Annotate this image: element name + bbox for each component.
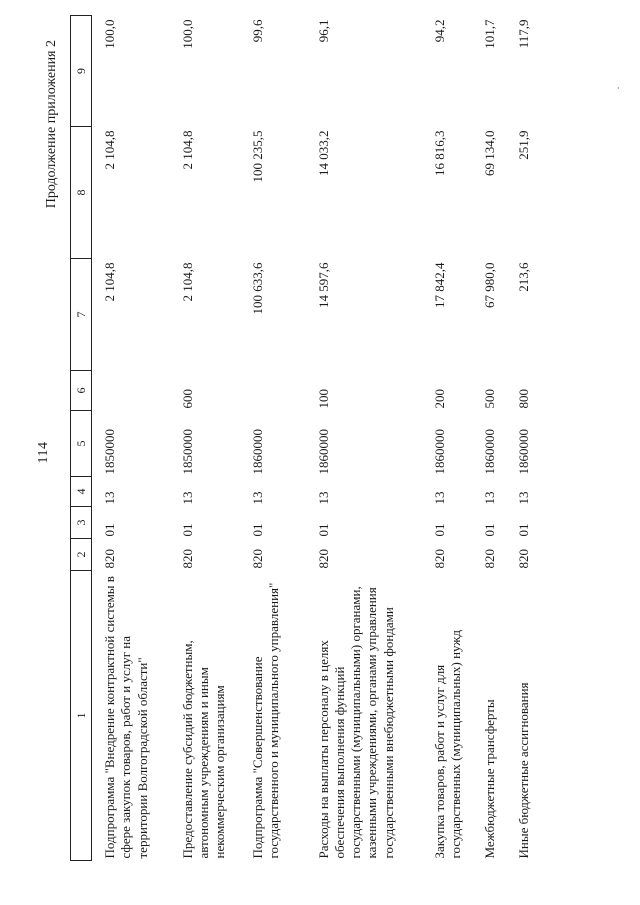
table-row bbox=[426, 16, 476, 861]
code-target: 1860000 bbox=[249, 429, 265, 475]
code-section: 01 bbox=[431, 523, 447, 537]
code-target: 1850000 bbox=[102, 429, 117, 475]
code-section: 01 bbox=[481, 523, 497, 537]
planned-amount: 14 597,6 bbox=[315, 262, 331, 308]
row-name: Подпрограмма "Совершенствование государственного и муниципального управления" bbox=[249, 582, 281, 859]
row-name: Расходы на выплаты персоналу в целях обеспечения выполнения функций государственными (муниципальными) органами, казенными учреждениями, органами управления государственными внебюджетными фондами bbox=[315, 586, 396, 859]
actual-amount: 2 104,8 bbox=[179, 130, 195, 170]
code-target: 1860000 bbox=[315, 429, 331, 475]
code-subsection: 13 bbox=[515, 491, 531, 505]
code-expense-type bbox=[244, 371, 310, 411]
code-ministry: 820 bbox=[249, 549, 265, 569]
planned-amount: 213,6 bbox=[515, 262, 531, 292]
code-subsection: 13 bbox=[179, 491, 195, 505]
code-expense-type: 200 bbox=[431, 389, 447, 409]
table-row bbox=[310, 16, 426, 861]
code-target: 1860000 bbox=[515, 429, 531, 475]
col-header-1: 1 bbox=[71, 571, 92, 861]
code-expense-type: 500 bbox=[481, 389, 497, 409]
code-subsection: 13 bbox=[249, 491, 265, 505]
actual-amount: 2 104,8 bbox=[102, 130, 117, 170]
table-row bbox=[174, 16, 244, 861]
actual-amount: 100 235,5 bbox=[249, 130, 265, 183]
continuation-note: Продолжение приложения 2 bbox=[44, 40, 59, 209]
col-header-3: 3 bbox=[71, 507, 92, 539]
actual-amount: 251,9 bbox=[515, 130, 531, 160]
execution-percent: 94,2 bbox=[431, 19, 447, 43]
table-row bbox=[510, 16, 544, 861]
row-name: Закупка товаров, работ и услуг для государственных (муниципальных) нужд bbox=[431, 630, 463, 859]
table-row bbox=[476, 16, 510, 861]
col-header-6: 6 bbox=[71, 371, 92, 411]
table-row bbox=[244, 16, 310, 861]
code-subsection: 13 bbox=[315, 491, 331, 505]
margin-mark: · bbox=[611, 86, 625, 90]
code-ministry: 820 bbox=[515, 549, 531, 569]
code-ministry: 820 bbox=[179, 549, 195, 569]
col-header-7: 7 bbox=[71, 259, 92, 371]
execution-percent: 99,6 bbox=[249, 19, 265, 43]
code-ministry: 820 bbox=[315, 549, 331, 569]
planned-amount: 2 104,8 bbox=[179, 262, 195, 302]
table-row bbox=[92, 16, 174, 861]
planned-amount: 17 842,4 bbox=[431, 262, 447, 308]
planned-amount: 100 633,6 bbox=[249, 262, 265, 315]
row-name: Подпрограмма "Внедрение контрактной системы в сфере закупок товаров, работ и услуг на территории Волгоградской области" bbox=[102, 576, 150, 859]
col-header-9: 9 bbox=[71, 16, 92, 127]
code-section: 01 bbox=[249, 523, 265, 537]
row-name: Предоставление субсидий бюджетным, автономным учреждениям и иным некоммерческим организациям bbox=[179, 640, 227, 859]
execution-percent: 100,0 bbox=[102, 19, 117, 49]
col-header-8: 8 bbox=[71, 127, 92, 259]
execution-percent: 117,9 bbox=[515, 19, 531, 49]
table-body bbox=[92, 16, 544, 861]
actual-amount: 14 033,2 bbox=[315, 130, 331, 176]
code-ministry: 820 bbox=[481, 549, 497, 569]
execution-percent: 100,0 bbox=[179, 19, 195, 49]
code-section: 01 bbox=[102, 523, 117, 537]
execution-percent: 96,1 bbox=[315, 19, 331, 43]
planned-amount: 2 104,8 bbox=[102, 262, 117, 302]
code-subsection: 13 bbox=[102, 491, 117, 505]
code-target: 1860000 bbox=[431, 429, 447, 475]
actual-amount: 16 816,3 bbox=[431, 130, 447, 176]
code-subsection: 13 bbox=[481, 491, 497, 505]
code-section: 01 bbox=[315, 523, 331, 537]
code-section: 01 bbox=[515, 523, 531, 537]
col-header-4: 4 bbox=[71, 477, 92, 507]
row-name: Межбюджетные трансферты bbox=[481, 699, 497, 859]
execution-percent: 101,7 bbox=[481, 19, 497, 49]
code-target: 1860000 bbox=[481, 429, 497, 475]
header-row bbox=[71, 16, 92, 861]
col-header-5: 5 bbox=[71, 411, 92, 477]
code-expense-type: 100 bbox=[315, 389, 331, 409]
code-ministry: 820 bbox=[431, 549, 447, 569]
code-expense-type bbox=[92, 371, 174, 411]
actual-amount: 69 134,0 bbox=[481, 130, 497, 176]
budget-table bbox=[70, 15, 544, 861]
page-number: 114 bbox=[36, 441, 51, 464]
row-name: Иные бюджетные ассигнования bbox=[515, 682, 531, 859]
code-target: 1850000 bbox=[179, 429, 195, 475]
code-subsection: 13 bbox=[431, 491, 447, 505]
code-expense-type: 600 bbox=[179, 389, 195, 409]
table-header bbox=[71, 16, 92, 861]
code-section: 01 bbox=[179, 523, 195, 537]
code-ministry: 820 bbox=[102, 549, 117, 569]
planned-amount: 67 980,0 bbox=[481, 262, 497, 308]
col-header-2: 2 bbox=[71, 539, 92, 571]
code-expense-type: 800 bbox=[515, 389, 531, 409]
